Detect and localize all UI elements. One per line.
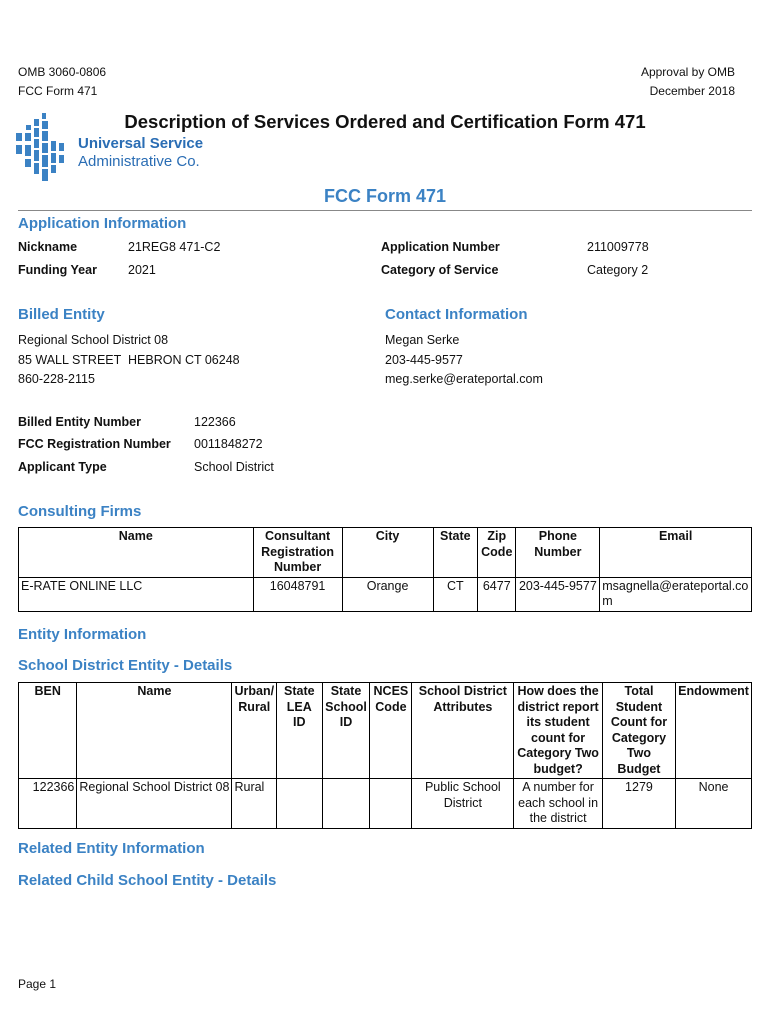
col-city: City — [342, 528, 433, 578]
school-district-table — [18, 682, 752, 829]
col-total-student-count: Total Student Count for Category Two Budget — [602, 683, 675, 779]
contact-phone: 203-445-9577 — [385, 352, 463, 367]
form-number: FCC Form 471 — [18, 84, 98, 98]
col-student-count-method: How does the district report its student count for Category Two budget? — [514, 683, 602, 779]
page-number: Page 1 — [18, 977, 57, 991]
consultant-name: E-RATE ONLINE LLC — [19, 577, 254, 611]
school-district-heading: School District Entity - Details — [18, 657, 233, 674]
category-value: Category 2 — [587, 263, 649, 277]
district-school-id — [322, 779, 370, 829]
col-consultant-registration: Consultant Registration Number — [253, 528, 342, 578]
category-label: Category of Service — [381, 263, 499, 277]
contact-info-heading: Contact Information — [385, 306, 528, 323]
contact-details — [385, 331, 543, 390]
application-number-value: 211009778 — [587, 240, 649, 254]
consultant-email: msagnella@erateportal.com — [600, 577, 752, 611]
application-info-heading: Application Information — [18, 215, 187, 232]
billed-entity-heading: Billed Entity — [18, 306, 105, 323]
district-nces-code — [370, 779, 412, 829]
district-count-method: A number for each school in the district — [514, 779, 602, 829]
billed-entity-street: 85 WALL STREET HEBRON CT 06248 — [18, 352, 240, 367]
district-total-count: 1279 — [602, 779, 675, 829]
applicant-type-label: Applicant Type — [18, 460, 107, 474]
consulting-firms-table — [18, 527, 752, 612]
billed-entity-number-value: 122366 — [194, 415, 236, 429]
usac-logo — [16, 113, 221, 185]
contact-email: meg.serke@erateportal.com — [385, 372, 543, 386]
col-district-attributes: School District Attributes — [412, 683, 514, 779]
consultant-zip: 6477 — [478, 577, 516, 611]
related-child-school-heading: Related Child School Entity - Details — [18, 872, 277, 889]
district-name: Regional School District 08 — [77, 779, 232, 829]
logo-line-2: Administrative Co. — [78, 153, 200, 170]
application-number-label: Application Number — [381, 240, 500, 254]
form-heading: FCC Form 471 — [323, 186, 447, 206]
col-state: State — [433, 528, 477, 578]
table-header-row — [19, 683, 752, 779]
applicant-type-value: School District — [194, 460, 274, 474]
consultant-phone: 203-445-9577 — [516, 577, 600, 611]
form-date: December 2018 — [649, 84, 735, 98]
consultant-city: Orange — [342, 577, 433, 611]
funding-year-label: Funding Year — [18, 263, 97, 277]
col-state-lea-id: State LEA ID — [277, 683, 322, 779]
table-row — [19, 577, 752, 611]
col-state-school-id: State School ID — [322, 683, 370, 779]
district-ben: 122366 — [19, 779, 77, 829]
col-email: Email — [600, 528, 752, 578]
billed-entity-phone: 860-228-2115 — [18, 372, 95, 386]
table-row — [19, 779, 752, 829]
col-urban-rural: Urban/ Rural — [232, 683, 277, 779]
consulting-firms-heading: Consulting Firms — [18, 503, 142, 520]
district-attributes: Public School District — [412, 779, 514, 829]
logo-line-1: Universal Service — [78, 135, 204, 152]
usac-logo-mark-icon — [16, 113, 76, 185]
col-name: Name — [77, 683, 232, 779]
nickname-value: 21REG8 471-C2 — [128, 240, 221, 254]
nickname-label: Nickname — [18, 240, 78, 254]
header-left — [18, 63, 106, 101]
consultant-registration: 16048791 — [253, 577, 342, 611]
consultant-state: CT — [433, 577, 477, 611]
page-title: Description of Services Ordered and Certification Form 471 — [124, 111, 646, 132]
divider — [18, 210, 752, 211]
col-zip: Zip Code — [478, 528, 516, 578]
district-urban-rural: Rural — [232, 779, 277, 829]
funding-year-value: 2021 — [128, 263, 156, 277]
table-header-row — [19, 528, 752, 578]
billed-entity-number-label: Billed Entity Number — [18, 415, 141, 429]
col-name: Name — [19, 528, 254, 578]
header-right — [641, 63, 735, 101]
contact-name: Megan Serke — [385, 333, 460, 347]
omb-approval: Approval by OMB — [640, 65, 735, 79]
related-entity-heading: Related Entity Information — [18, 840, 205, 857]
fcc-registration-value: 0011848272 — [194, 437, 263, 451]
col-phone: Phone Number — [516, 528, 600, 578]
col-ben: BEN — [19, 683, 77, 779]
district-lea-id — [277, 779, 322, 829]
billed-entity-name: Regional School District 08 — [18, 333, 169, 347]
entity-info-heading: Entity Information — [18, 626, 147, 643]
billed-entity-address — [18, 331, 240, 390]
col-endowment: Endowment — [676, 683, 752, 779]
col-nces-code: NCES Code — [370, 683, 412, 779]
omb-number: OMB 3060-0806 — [18, 65, 107, 79]
fcc-registration-label: FCC Registration Number — [18, 437, 171, 451]
district-endowment: None — [676, 779, 752, 829]
